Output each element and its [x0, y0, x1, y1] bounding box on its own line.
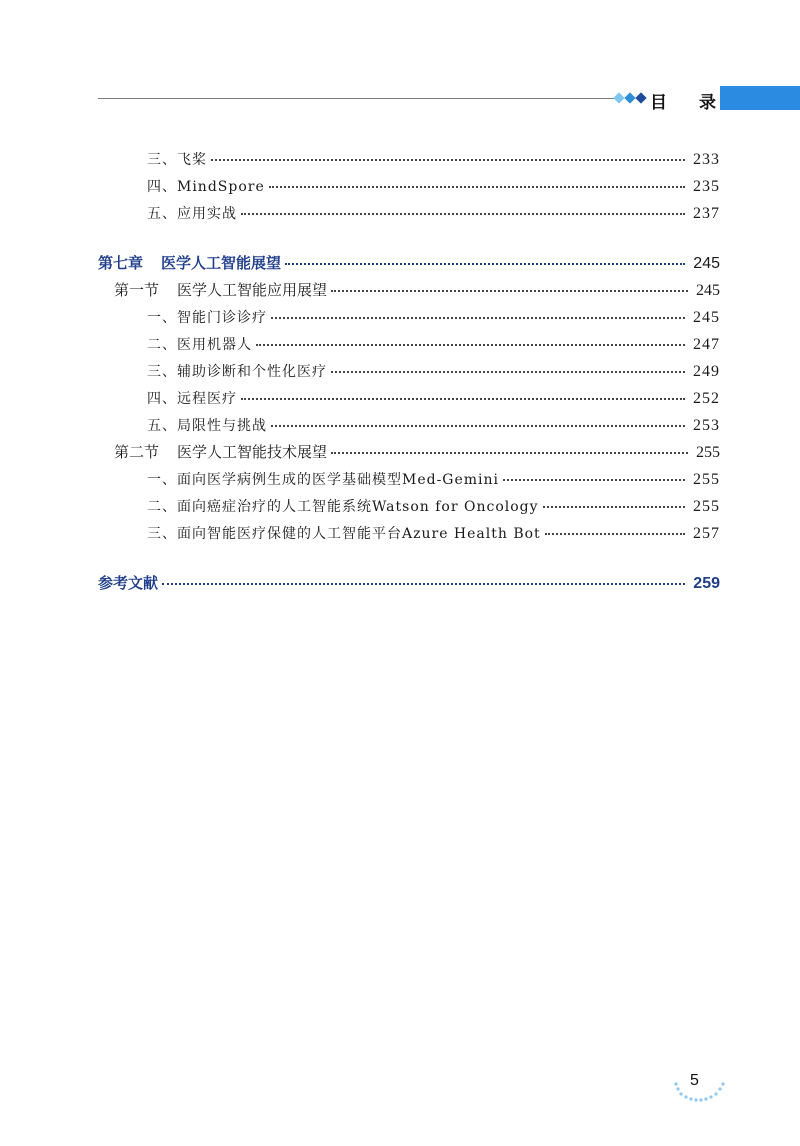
toc-item[interactable]: [147, 385, 720, 407]
toc-page-number: 235: [693, 178, 720, 195]
toc-page-number: 247: [693, 336, 720, 353]
diamond-icon: [613, 92, 624, 103]
toc-references-label: 参考文献: [98, 574, 159, 592]
toc-item[interactable]: [147, 304, 720, 326]
toc-page-number: 257: [693, 525, 720, 542]
dot-leader: [331, 274, 688, 292]
header-diamond-icons: [614, 91, 646, 105]
toc-section-label: [114, 441, 327, 462]
toc-section[interactable]: [114, 277, 720, 299]
header-title-right: 录: [699, 93, 716, 113]
chapter-number: 第七章: [98, 254, 144, 272]
toc-item[interactable]: [147, 412, 720, 434]
dot-leader: [543, 490, 685, 508]
dot-leader: [545, 517, 685, 535]
toc-page-number: 255: [693, 498, 720, 515]
dot-leader: [211, 143, 685, 161]
toc-item-label: 三、辅助诊断和个性化医疗: [147, 364, 327, 380]
dot-leader: [331, 355, 685, 373]
toc-chapter-label: [98, 252, 281, 273]
toc-item[interactable]: [147, 493, 720, 515]
toc-item-label: 二、面向癌症治疗的人工智能系统Watson for Oncology: [147, 499, 539, 515]
toc-item[interactable]: [147, 358, 720, 380]
toc-item[interactable]: [147, 200, 720, 222]
toc-item[interactable]: [147, 520, 720, 542]
dot-leader: [271, 409, 685, 427]
section-number: 第一节: [114, 281, 160, 299]
toc-page-number: 245: [696, 282, 720, 299]
diamond-icon: [624, 92, 635, 103]
dot-leader: [162, 567, 685, 585]
toc-item-label: 三、面向智能医疗保健的人工智能平台Azure Health Bot: [147, 526, 541, 542]
toc-item-label: 一、智能门诊诊疗: [147, 310, 267, 326]
section-title: 医学人工智能技术展望: [177, 443, 328, 461]
header-rule: [98, 98, 614, 99]
toc-page-number: 259: [693, 575, 720, 592]
toc-item[interactable]: [147, 173, 720, 195]
chapter-title: 医学人工智能展望: [161, 254, 282, 272]
dot-leader: [269, 170, 685, 188]
toc-chapter[interactable]: [98, 250, 720, 272]
dot-leader: [503, 463, 685, 481]
toc-page-number: 249: [693, 363, 720, 380]
toc-page-number: 253: [693, 417, 720, 434]
toc-item-label: 一、面向医学病例生成的医学基础模型Med-Gemini: [147, 472, 500, 488]
page-number: 5: [690, 1072, 699, 1089]
toc-page-number: 252: [693, 390, 720, 407]
toc-page-number: 237: [693, 205, 720, 222]
toc-page-number: 255: [693, 471, 720, 488]
section-number: 第二节: [114, 443, 160, 461]
toc-references[interactable]: [98, 570, 720, 592]
footer-dots-ornament: [672, 1078, 728, 1102]
toc-item-label: 四、远程医疗: [147, 391, 237, 407]
section-title: 医学人工智能应用展望: [177, 281, 328, 299]
running-header-title: [650, 88, 716, 113]
dot-leader: [285, 247, 685, 265]
header-title-left: 目: [650, 93, 667, 113]
dot-leader: [271, 301, 685, 319]
toc-item-label: 二、医用机器人: [147, 337, 252, 353]
dot-leader: [256, 328, 685, 346]
toc-item-label: 三、飞桨: [147, 152, 207, 168]
toc-page-number: 255: [696, 444, 720, 461]
toc-item[interactable]: [147, 331, 720, 353]
toc-item-label: 五、应用实战: [147, 206, 237, 222]
dot-leader: [241, 197, 685, 215]
toc-page-number: 245: [693, 309, 720, 326]
dot-leader: [331, 436, 688, 454]
toc-section[interactable]: [114, 439, 720, 461]
toc-section-label: [114, 279, 327, 300]
toc-item[interactable]: [147, 146, 720, 168]
toc-item-label: 五、局限性与挑战: [147, 418, 267, 434]
header-accent-bar: [720, 86, 800, 110]
toc-item[interactable]: [147, 466, 720, 488]
dot-leader: [241, 382, 685, 400]
toc-page-number: 245: [693, 255, 720, 272]
toc-page-number: 233: [693, 151, 720, 168]
toc-item-label: 四、MindSpore: [147, 179, 265, 195]
diamond-icon: [635, 92, 646, 103]
